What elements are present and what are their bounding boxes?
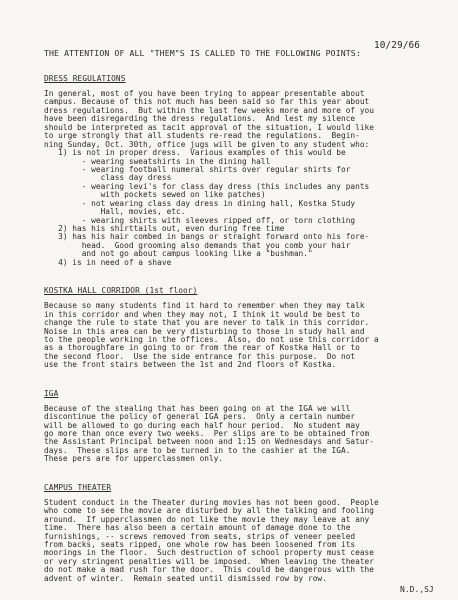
text-line: 1) is not in proper dress. Various examples of this would be bbox=[44, 148, 346, 158]
section-body bbox=[44, 90, 440, 267]
text-line: head. Good grooming also demands that you comb your hair bbox=[44, 240, 351, 250]
text-line: Because so many students find it hard to remember when they may talk bbox=[44, 301, 365, 311]
text-line: time. There has also been a certain amount of damage done to the bbox=[44, 523, 351, 533]
text-line: dress regulations. But within the last few weeks more and more of you bbox=[44, 105, 374, 115]
text-line: Because of the stealing that has been going on at the IGA we will bbox=[44, 403, 351, 413]
text-line: 4) is in need of a shave bbox=[44, 257, 172, 267]
section-campus-theater bbox=[44, 475, 440, 583]
text-line: do not make a mad rush for the door. This could be dangerous with the bbox=[44, 565, 374, 575]
text-line: - wearing sweatshirts in the dining hall bbox=[44, 156, 271, 166]
text-line: have been disregarding the dress regulations. And lest my silence bbox=[44, 114, 356, 124]
text-line: advent of winter. Remain seated until dismissed row by row. bbox=[44, 573, 327, 583]
section-kostka-hall-corridor bbox=[44, 278, 440, 370]
text-line: with pockets sewed on like patches) bbox=[44, 190, 266, 200]
section-body bbox=[44, 302, 440, 370]
section-heading: DRESS REGULATIONS bbox=[44, 74, 126, 83]
text-line: around. If upperclassmen do not like the movie they may leave at any bbox=[44, 514, 370, 524]
text-line: change the rule to state that you are never to talk in this corridor. bbox=[44, 318, 370, 328]
text-line: to the people working in the offices. Also, do not use this corridor a bbox=[44, 334, 379, 344]
text-line: 2) has his shirttails out, even during free time bbox=[44, 224, 285, 233]
section-dress-regulations bbox=[44, 66, 440, 267]
text-line: use the front stairs between the 1st and 2nd floors of Kostka. bbox=[44, 360, 337, 370]
text-line: - wearing levi's for class day dress (this includes any pants bbox=[44, 181, 370, 191]
text-line: Hall, movies, etc. bbox=[44, 207, 186, 217]
text-line: in this corridor and when they may not, I think it would be best to bbox=[44, 309, 360, 319]
text-line: discontinue the policy of general IGA pers. Only a certain number bbox=[44, 412, 356, 422]
text-line: These pers are for upperclassmen only. bbox=[44, 454, 224, 464]
section-iga bbox=[44, 381, 440, 464]
text-line: moorings in the floor. Such destruction of school property must cease bbox=[44, 548, 374, 558]
text-line: ning Sunday, Oct. 30th, office jugs will be given to any student who: bbox=[44, 139, 370, 149]
section-heading: CAMPUS THEATER bbox=[44, 482, 112, 492]
memo-header: THE ATTENTION OF ALL "THEM"S IS CALLED TO THE FOLLOWING POINTS: bbox=[44, 48, 361, 58]
text-line: and not go about campus looking like a "bushman." bbox=[44, 249, 313, 259]
text-line: who come to see the movie are disturbed by all the talking and fooling bbox=[44, 506, 374, 516]
author-initials: N.D.,SJ bbox=[400, 585, 434, 594]
section-heading: KOSTKA HALL CORRIDOR (1st floor) bbox=[44, 286, 198, 296]
text-line: as a thoroughfare in going to or from the rear of Kostka Hall or to bbox=[44, 343, 360, 353]
text-line: to urge strongly that all students re-read the regulations. Begin- bbox=[44, 131, 360, 141]
text-line: from backs, seats ripped, one whole row has been loosened from its bbox=[44, 539, 356, 549]
text-line: the second floor. Use the side entrance for this purpose. Do not bbox=[44, 351, 356, 361]
text-line: go more than once every two weeks. Per slips are to be obtained from bbox=[44, 429, 370, 438]
text-line: should be interpreted as tacit approval of the situation, I would like bbox=[44, 122, 374, 132]
text-line: days. These slips are to be turned in to the cashier at the IGA. bbox=[44, 445, 351, 455]
memo-date: 10/29/66 bbox=[374, 40, 420, 51]
text-line: Noise in this area can be very disturbing to those in study hall and bbox=[44, 326, 365, 336]
text-line: - wearing shirts with sleeves ripped off, or torn clothing bbox=[44, 215, 356, 225]
text-line: In general, most of you have been trying to appear presentable about bbox=[44, 89, 365, 98]
text-line: furnishings, -- screws removed from seats, strips of veneer peeled bbox=[44, 531, 356, 541]
text-line: will be allowed to go during each half hour period. No student may bbox=[44, 420, 360, 430]
text-line: Student conduct in the Theater during movies has not been good. People bbox=[44, 497, 379, 507]
section-heading: IGA bbox=[44, 388, 59, 398]
text-line: campus. Because of this not much has been said so far this year about bbox=[44, 97, 370, 107]
text-line: or very stringent penalties will be imposed. When leaving the theater bbox=[44, 556, 374, 566]
section-body bbox=[44, 499, 440, 583]
text-line: 3) has his hair combed in bangs or straight forward onto his fore- bbox=[44, 232, 370, 242]
text-line: - wearing football numeral shirts over regular shirts for bbox=[44, 164, 351, 174]
text-line: - not wearing class day dress in dining hall, Kostka Study bbox=[44, 198, 356, 208]
text-line: the Assistant Principal between noon and 1:15 on Wednesdays and Satur- bbox=[44, 437, 374, 447]
section-body bbox=[44, 405, 440, 464]
text-line: class day dress bbox=[44, 173, 172, 183]
